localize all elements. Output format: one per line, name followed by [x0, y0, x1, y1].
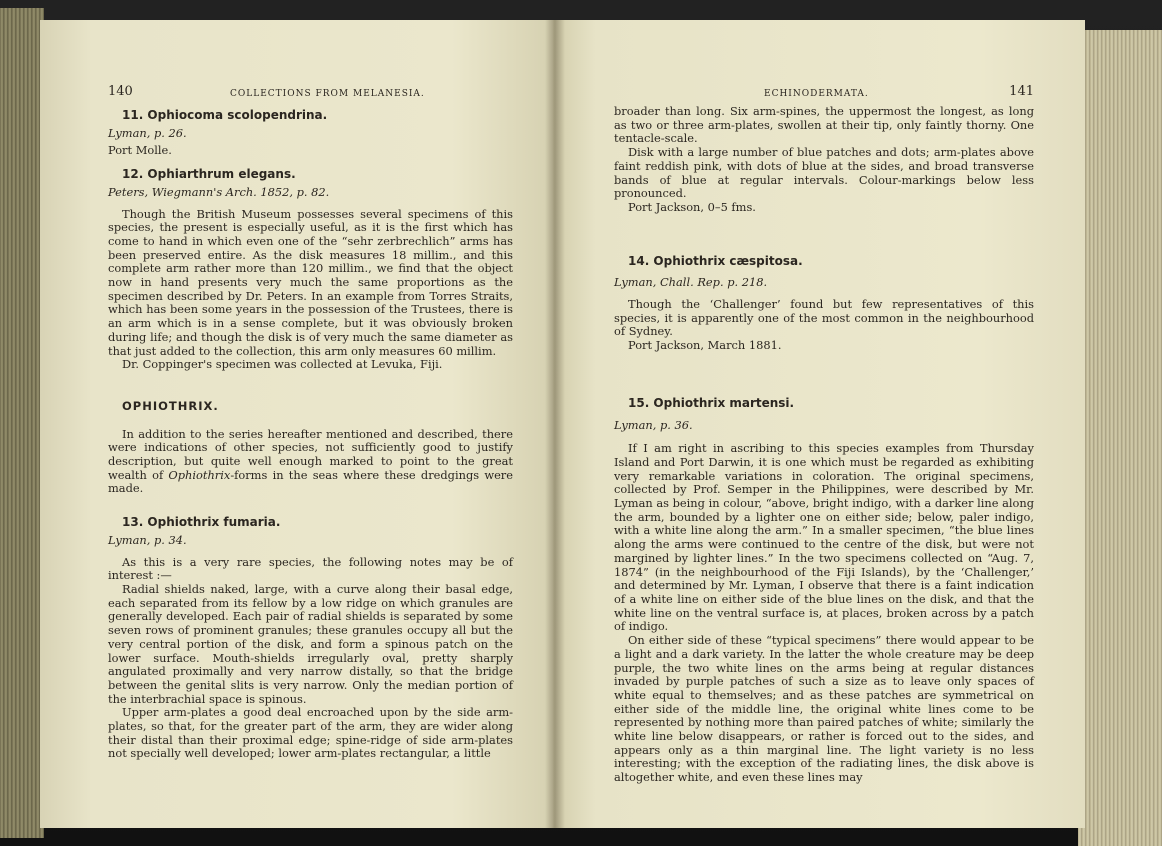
book-gutter: [545, 20, 565, 828]
citation: Lyman, p. 34.: [108, 532, 187, 547]
locality: Port Jackson, March 1881.: [628, 338, 782, 353]
paragraph: As this is a very rare species, the following notes may be of interest :—: [108, 554, 513, 583]
species-heading: 15. Ophiothrix martensi.: [628, 395, 795, 410]
left-page-header: [108, 85, 513, 105]
left-page-text: [108, 85, 513, 761]
genus-heading: OPHIOTHRIX.: [122, 398, 219, 413]
species-heading: 13. Ophiothrix fumaria.: [122, 515, 281, 530]
running-title: COLLECTIONS FROM MELANESIA.: [230, 89, 425, 99]
paragraph: Though the British Museum possesses several specimens of this species, the present is especially useful, as it is the first which has come to hand in which even one of the “sehr zerbrechlich” arms has been preserved entire. As the disk measures 18 millim., and this complete arm rather more than 120 millim., we find that the object now in hand presents very much the same proportions as the specimen described by Dr. Peters. In an example from Torres Straits, which has been some years in the possession of the Trustees, there is an arm which is in a sense complete, but it was obviously broken during life; and though the disk is of very much the same diameter as that just added to the collection, this arm only measures 60 millim.: [108, 206, 513, 358]
left-cover-edge: [0, 8, 44, 838]
paragraph: Dr. Coppinger's specimen was collected at Levuka, Fiji.: [122, 357, 443, 372]
paragraph: If I am right in ascribing to this species examples from Thursday Island and Port Darwin, it is one which must be regarded as exhibiting very remarkable variations in coloration. The original specimens, collected by Prof. Semper in the Philippines, were described by Mr. Lyman as being in colour, “above, bright indigo, with a darker line along the arm, bounded by a lighter one on either side; below, paler indigo, with a white line along the arm.” In a smaller specimen, “the blue lines along the arms were continued to the centre of the disk, but were not margined by lighter lines.” In the two specimens collected on “Aug. 7, 1874” (in the neighbourhood of the Fiji Islands), by the ‘Challenger,’ and determined by Mr. Lyman, I observe that there is a faint indication of a white line on either side of the blue lines on the disk, and that the white line on the ventral surface is, at places, broken across by a patch of indigo.: [614, 441, 1034, 634]
species-heading: 14. Ophiothrix cæspitosa.: [628, 253, 803, 268]
paragraph: In addition to the series hereafter mentioned and described, there were indications of other species, not sufficiently good to justify description, but quite well enough marked to point to the great wealth of Ophiothrix-forms in the seas where these dredgings were made.: [108, 426, 513, 496]
paragraph: Though the ‘Challenger’ found but few representatives of this species, it is apparently one of the most common in the neighbourhood of Sydney.: [614, 297, 1034, 339]
citation: Lyman, p. 26.: [108, 125, 187, 140]
species-heading: 11. Ophiocoma scolopendrina.: [122, 108, 328, 122]
paragraph: broader than long. Six arm-spines, the uppermost the longest, as long as two or three arm-plates, swollen at their tip, only faintly thorny. One tentacle-scale.: [614, 104, 1034, 146]
right-page-text: [614, 85, 1034, 785]
citation: Lyman, p. 36.: [614, 417, 693, 432]
page-number: 141: [1009, 84, 1034, 99]
paragraph: Disk with a large number of blue patches and dots; arm-plates above faint reddish pink, with dots of blue at the sides, and broad transverse bands of blue at regular intervals. Colour-markings below less pronounced.: [614, 145, 1034, 201]
locality: Port Molle.: [108, 143, 172, 158]
running-title: ECHINODERMATA.: [764, 89, 869, 99]
locality: Port Jackson, 0–5 fms.: [628, 199, 756, 214]
right-page-stack: [1078, 30, 1162, 846]
page-number: 140: [108, 84, 133, 99]
paragraph: On either side of these “typical specimens” there would appear to be a light and a dark variety. In the latter the whole creature may be deep purple, the two white lines on the arms being at regular distances invaded by purple patches of such a size as to leave only spaces of white equal to themselves; and as these patches are symmetrical on either side of the middle line, the original white lines come to be represented by nothing more than paired patches of white; similarly the white line below disappears, or rather is forced out to the sides, and appears only as a thin marginal line. The light variety is no less interesting; with the exception of the radiating lines, the disk above is altogether white, and even these lines may: [614, 633, 1034, 785]
right-page-header: [614, 85, 1034, 105]
paragraph: Radial shields naked, large, with a curve along their basal edge, each separated from its fellow by a low ridge on which granules are generally developed. Each pair of radial shields is separated by some seven rows of prominent granules; these granules occupy all but the very central portion of the disk, and form a spinous patch on the lower surface. Mouth-shields irregularly oval, pretty sharply angulated proximally and very narrow distally, so that the bridge between the genital slits is very narrow. Only the median portion of the interbrachial space is spinous.: [108, 581, 513, 706]
citation: Peters, Wiegmann's Arch. 1852, p. 82.: [108, 184, 330, 199]
species-heading: 12. Ophiarthrum elegans.: [122, 167, 296, 182]
citation: Lyman, Chall. Rep. p. 218.: [614, 275, 768, 290]
paragraph: Upper arm-plates a good deal encroached upon by the side arm-plates, so that, for the greater part of the arm, they are wider along their distal than their proximal edge; spine-ridge of side arm-plates not specially well developed; lower arm-plates rectangular, a little: [108, 705, 513, 761]
